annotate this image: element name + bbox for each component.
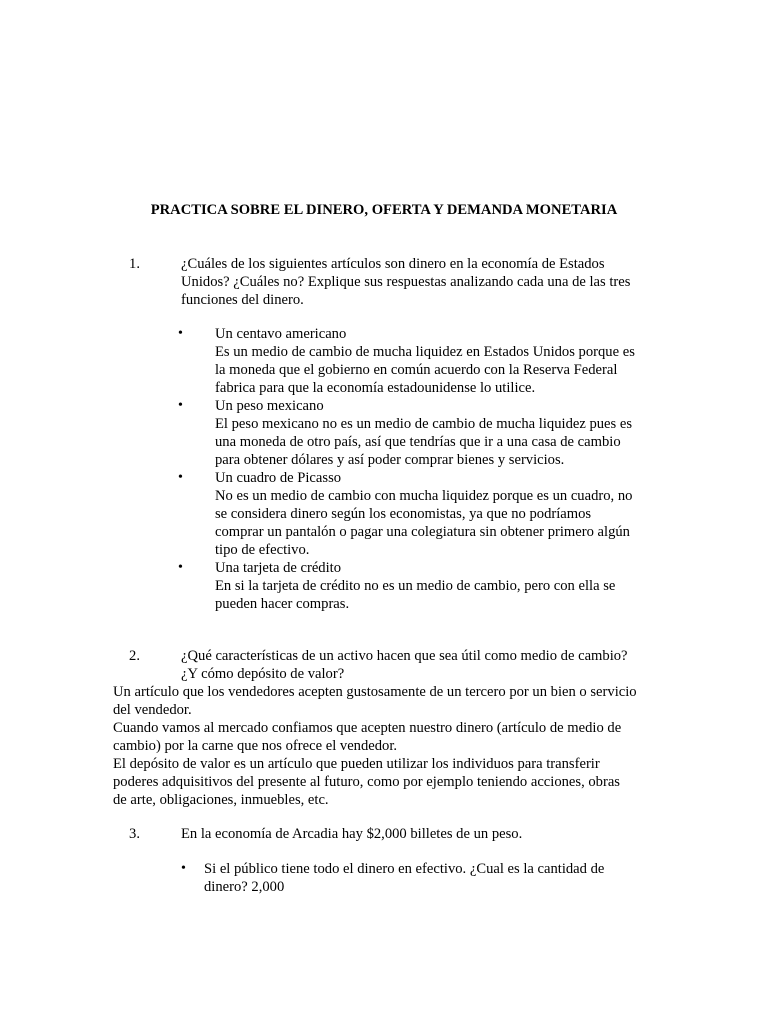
text-line: En la economía de Arcadia hay $2,000 billetes de un peso. [181, 826, 523, 842]
text-line: El depósito de valor es un artículo que pueden utilizar los individuos para transferir [113, 756, 600, 772]
text-line: En si la tarjeta de crédito no es un medio de cambio, pero con ella se [215, 578, 616, 594]
question-number: 2. [129, 648, 140, 664]
text-line: Si el público tiene todo el dinero en efectivo. ¿Cual es la cantidad de [204, 861, 605, 877]
text-line: del vendedor. [113, 702, 192, 718]
text-line: Un centavo americano [215, 326, 347, 342]
text-line: ¿Cuáles de los siguientes artículos son dinero en la economía de Estados [181, 256, 605, 272]
page-title: PRACTICA SOBRE EL DINERO, OFERTA Y DEMANDA MONETARIA [150, 202, 618, 218]
text-line: poderes adquisitivos del presente al futuro, como por ejemplo teniendo acciones, obras [113, 774, 620, 790]
text-line: se considera dinero según los economistas, ya que no podríamos [215, 506, 592, 522]
text-line: para obtener dólares y así poder comprar bienes y servicios. [215, 452, 565, 468]
text-line: cambio) por la carne que nos ofrece el vendedor. [113, 738, 398, 754]
text-line: ¿Qué características de un activo hacen que sea útil como medio de cambio? [181, 648, 628, 664]
list-item-text [215, 397, 632, 469]
text-line: Un artículo que los vendedores acepten gustosamente de un tercero por un bien o servicio [113, 684, 637, 700]
text-line: No es un medio de cambio con mucha liquidez porque es un cuadro, no [215, 488, 633, 504]
text-line: fabrica para que la economía estadounidense lo utilice. [215, 380, 536, 396]
bullet-icon: • [178, 470, 183, 485]
text-line: pueden hacer compras. [215, 596, 350, 612]
text-line: comprar un pantalón o pagar una colegiatura sin obtener primero algún [215, 524, 630, 540]
text-line: Cuando vamos al mercado confiamos que acepten nuestro dinero (artículo de medio de [113, 720, 622, 736]
text-line: la moneda que el gobierno en común acuerdo con la Reserva Federal [215, 362, 618, 378]
question-number: 1. [129, 256, 140, 272]
bullet-icon: • [178, 560, 183, 575]
answer-text [113, 683, 673, 809]
question-text [181, 825, 651, 843]
list-item-text [215, 469, 632, 559]
text-line: Un cuadro de Picasso [215, 470, 342, 486]
bullet-icon: • [178, 398, 183, 413]
question-text [181, 647, 651, 683]
bullet-icon: • [181, 861, 186, 876]
text-line: una moneda de otro país, así que tendrías que ir a una casa de cambio [215, 434, 621, 450]
text-line: dinero? 2,000 [204, 879, 285, 895]
text-line: funciones del dinero. [181, 292, 304, 308]
text-line: El peso mexicano no es un medio de cambio de mucha liquidez pues es [215, 416, 633, 432]
bullet-icon: • [178, 326, 183, 341]
text-line: Unidos? ¿Cuáles no? Explique sus respuestas analizando cada una de las tres [181, 274, 631, 290]
text-line: ¿Y cómo depósito de valor? [181, 666, 345, 682]
list-item-text [215, 559, 615, 613]
text-line: tipo de efectivo. [215, 542, 310, 558]
text-line: de arte, obligaciones, inmuebles, etc. [113, 792, 329, 808]
question-number: 3. [129, 826, 140, 842]
text-line: Es un medio de cambio de mucha liquidez en Estados Unidos porque es [215, 344, 635, 360]
question-text [181, 255, 651, 309]
list-item-text [204, 860, 604, 896]
list-item-text [215, 325, 635, 397]
text-line: Una tarjeta de crédito [215, 560, 342, 576]
text-line: Un peso mexicano [215, 398, 324, 414]
